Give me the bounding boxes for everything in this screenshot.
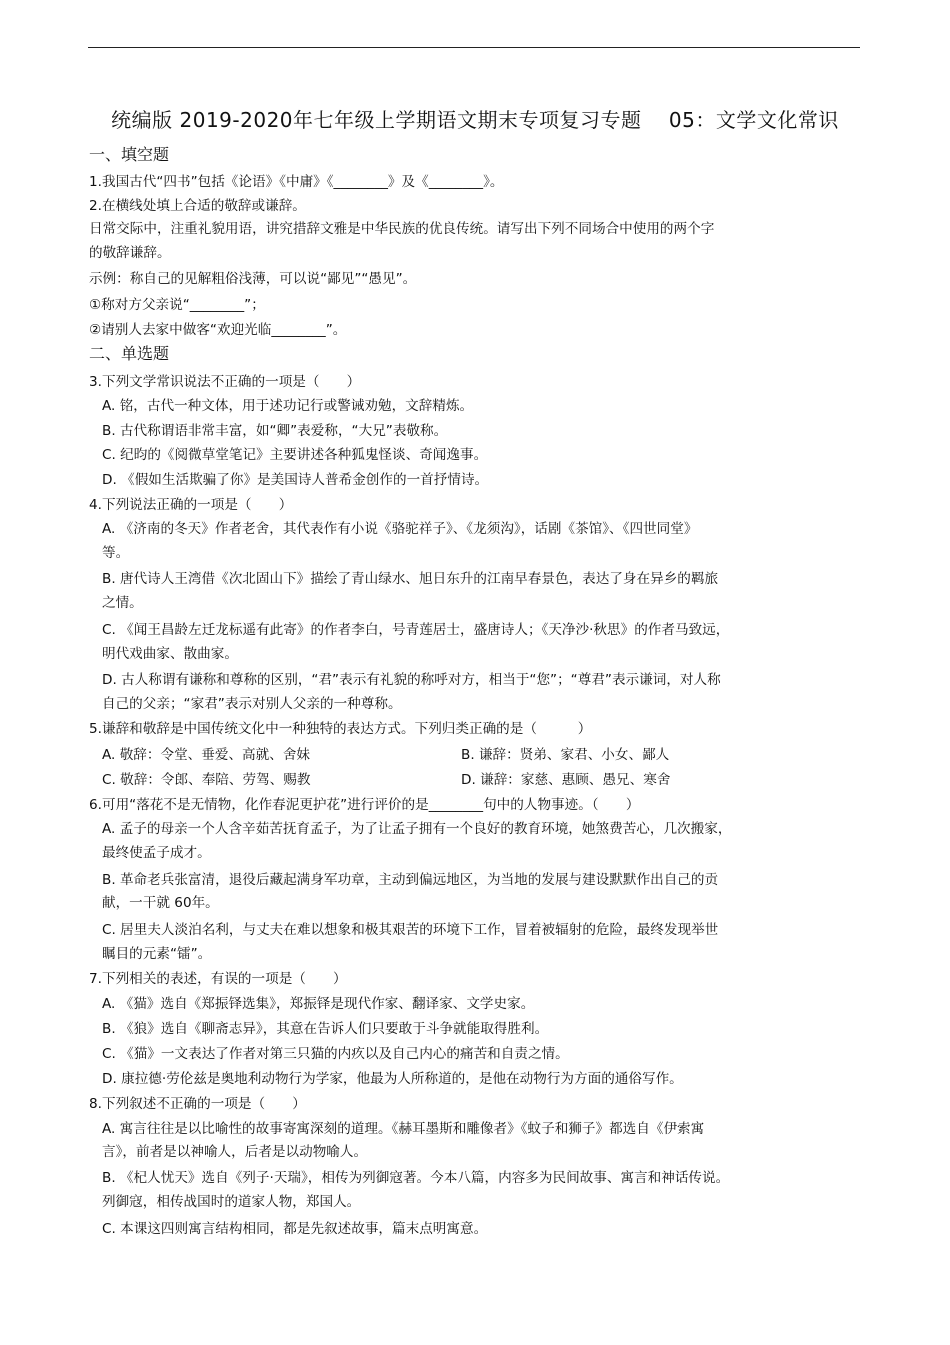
question-8-option-c: C. 本课这四则寓言结构相同，都是先叙述故事，篇末点明寓意。 [102, 1221, 488, 1237]
question-3-stem: 3.下列文学常识说法不正确的一项是（ ） [89, 374, 361, 390]
question-4-option-c: C. 《闻王昌龄左迁龙标遥有此寄》的作者李白，号青莲居士，盛唐诗人；《天净沙·秋思》的作者马致远， [102, 622, 730, 638]
question-4-option-d: D. 古人称谓有谦称和尊称的区别，“君”表示有礼貌的称呼对方，相当于“您”；“尊君”表示谦词，对人称 [102, 672, 721, 688]
question-8-stem: 8.下列叙述不正确的一项是（ ） [89, 1096, 306, 1112]
section-single-choice: 二、单选题 [89, 344, 170, 363]
question-4-stem: 4.下列说法正确的一项是（ ） [89, 497, 293, 513]
question-5-option-d: D. 谦辞：家慈、惠顾、愚兄、寒舍 [461, 772, 671, 788]
question-5-option-c: C. 敬辞：令郎、奉陪、劳驾、赐教 [102, 772, 311, 788]
question-6-stem: 6.可用“落花不是无情物，化作春泥更护花”进行评价的是________句中的人物事迹。（ ） [89, 797, 640, 813]
question-3-option-b: B. 古代称谓语非常丰富，如“卿”表爱称，“大兄”表敬称。 [102, 423, 448, 439]
question-5-option-a: A. 敬辞：令堂、垂爱、高就、舍妹 [102, 747, 311, 763]
question-3-option-c: C. 纪昀的《阅微草堂笔记》主要讲述各种狐鬼怪谈、奇闻逸事。 [102, 447, 488, 463]
question-4-option-b: B. 唐代诗人王湾借《次北固山下》描绘了青山绿水、旭日东升的江南早春景色，表达了身在异乡的羁旅 [102, 571, 719, 587]
question-7-stem: 7.下列相关的表述，有误的一项是（ ） [89, 971, 347, 987]
question-8-option-a: A. 寓言往往是以比喻性的故事寄寓深刻的道理。《赫耳墨斯和雕像者》《蚊子和狮子》都选自《伊索寓 [102, 1121, 705, 1137]
question-8-option-b: B. 《杞人忧天》选自《列子·天瑞》，相传为列御寇著。今本八篇，内容多为民间故事、寓言和神话传说。 [102, 1170, 730, 1186]
question-7-option-b: B. 《狼》选自《聊斋志异》，其意在告诉人们只要敢于斗争就能取得胜利。 [102, 1021, 549, 1037]
question-2-item-1: ①称对方父亲说“________”； [89, 297, 265, 313]
header-rule [88, 47, 860, 48]
question-8-option-a-cont: 言》，前者是以神喻人，后者是以动物喻人。 [102, 1144, 368, 1160]
question-4-option-b-cont: 之情。 [102, 595, 143, 611]
question-4-option-a: A. 《济南的冬天》作者老舍，其代表作有小说《骆驼祥子》、《龙须沟》，话剧《茶馆》、《四世同堂》 [102, 521, 698, 537]
question-4-option-d-cont: 自己的父亲；“家君”表示对别人父亲的一种尊称。 [102, 696, 402, 712]
question-6-option-b-cont: 献，一干就 60年。 [102, 895, 219, 911]
question-6-option-c-cont: 瞩目的元素“镭”。 [102, 946, 212, 962]
document-title: 统编版 2019-2020年七年级上学期语文期末专项复习专题 05：文学文化常识 [111, 108, 839, 132]
question-2-intro-cont: 的敬辞谦辞。 [89, 245, 171, 261]
question-6-option-c: C. 居里夫人淡泊名利，与丈夫在难以想象和极其艰苦的环境下工作，冒着被辐射的危险，最终发现举世 [102, 922, 719, 938]
question-5-option-b: B. 谦辞：贤弟、家君、小女、鄙人 [461, 747, 670, 763]
question-2-example: 示例：称自己的见解粗俗浅薄，可以说“鄙见”“愚见”。 [89, 271, 417, 287]
question-6-option-a: A. 孟子的母亲一个人含辛茹苦抚育孟子，为了让孟子拥有一个良好的教育环境，她煞费苦心，几次搬家， [102, 821, 732, 837]
question-2-intro: 日常交际中，注重礼貌用语，讲究措辞文雅是中华民族的优良传统。请写出下列不同场合中使用的两个字 [89, 221, 715, 237]
question-4-option-c-cont: 明代戏曲家、散曲家。 [102, 646, 238, 662]
question-5-stem: 5.谦辞和敬辞是中国传统文化中一种独特的表达方式。下列归类正确的是（ ） [89, 721, 592, 737]
question-7-option-a: A. 《猫》选自《郑振铎选集》，郑振铎是现代作家、翻译家、文学史家。 [102, 996, 535, 1012]
question-2-stem: 2.在横线处填上合适的敬辞或谦辞。 [89, 198, 306, 214]
question-1: 1.我国古代“四书”包括《论语》《中庸》《________》及《________》。 [89, 174, 504, 190]
question-7-option-c: C. 《猫》一文表达了作者对第三只猫的内疚以及自己内心的痛苦和自责之情。 [102, 1046, 569, 1062]
question-4-option-a-cont: 等。 [102, 545, 130, 561]
question-6-option-b: B. 革命老兵张富清，退役后藏起满身军功章，主动到偏远地区，为当地的发展与建设默默作出自己的贡 [102, 872, 719, 888]
question-6-option-a-cont: 最终使孟子成才。 [102, 845, 211, 861]
question-7-option-d: D. 康拉德·劳伦兹是奥地利动物行为学家，他最为人所称道的，是他在动物行为方面的通俗写作。 [102, 1071, 683, 1087]
section-fill-in: 一、填空题 [89, 145, 170, 164]
question-3-option-d: D. 《假如生活欺骗了你》是美国诗人普希金创作的一首抒情诗。 [102, 472, 489, 488]
question-3-option-a: A. 铭，古代一种文体，用于述功记行或警诫劝勉，文辞精炼。 [102, 398, 474, 414]
question-8-option-b-cont: 列御寇，相传战国时的道家人物，郑国人。 [102, 1194, 361, 1210]
question-2-item-2: ②请别人去家中做客“欢迎光临________”。 [89, 322, 347, 338]
